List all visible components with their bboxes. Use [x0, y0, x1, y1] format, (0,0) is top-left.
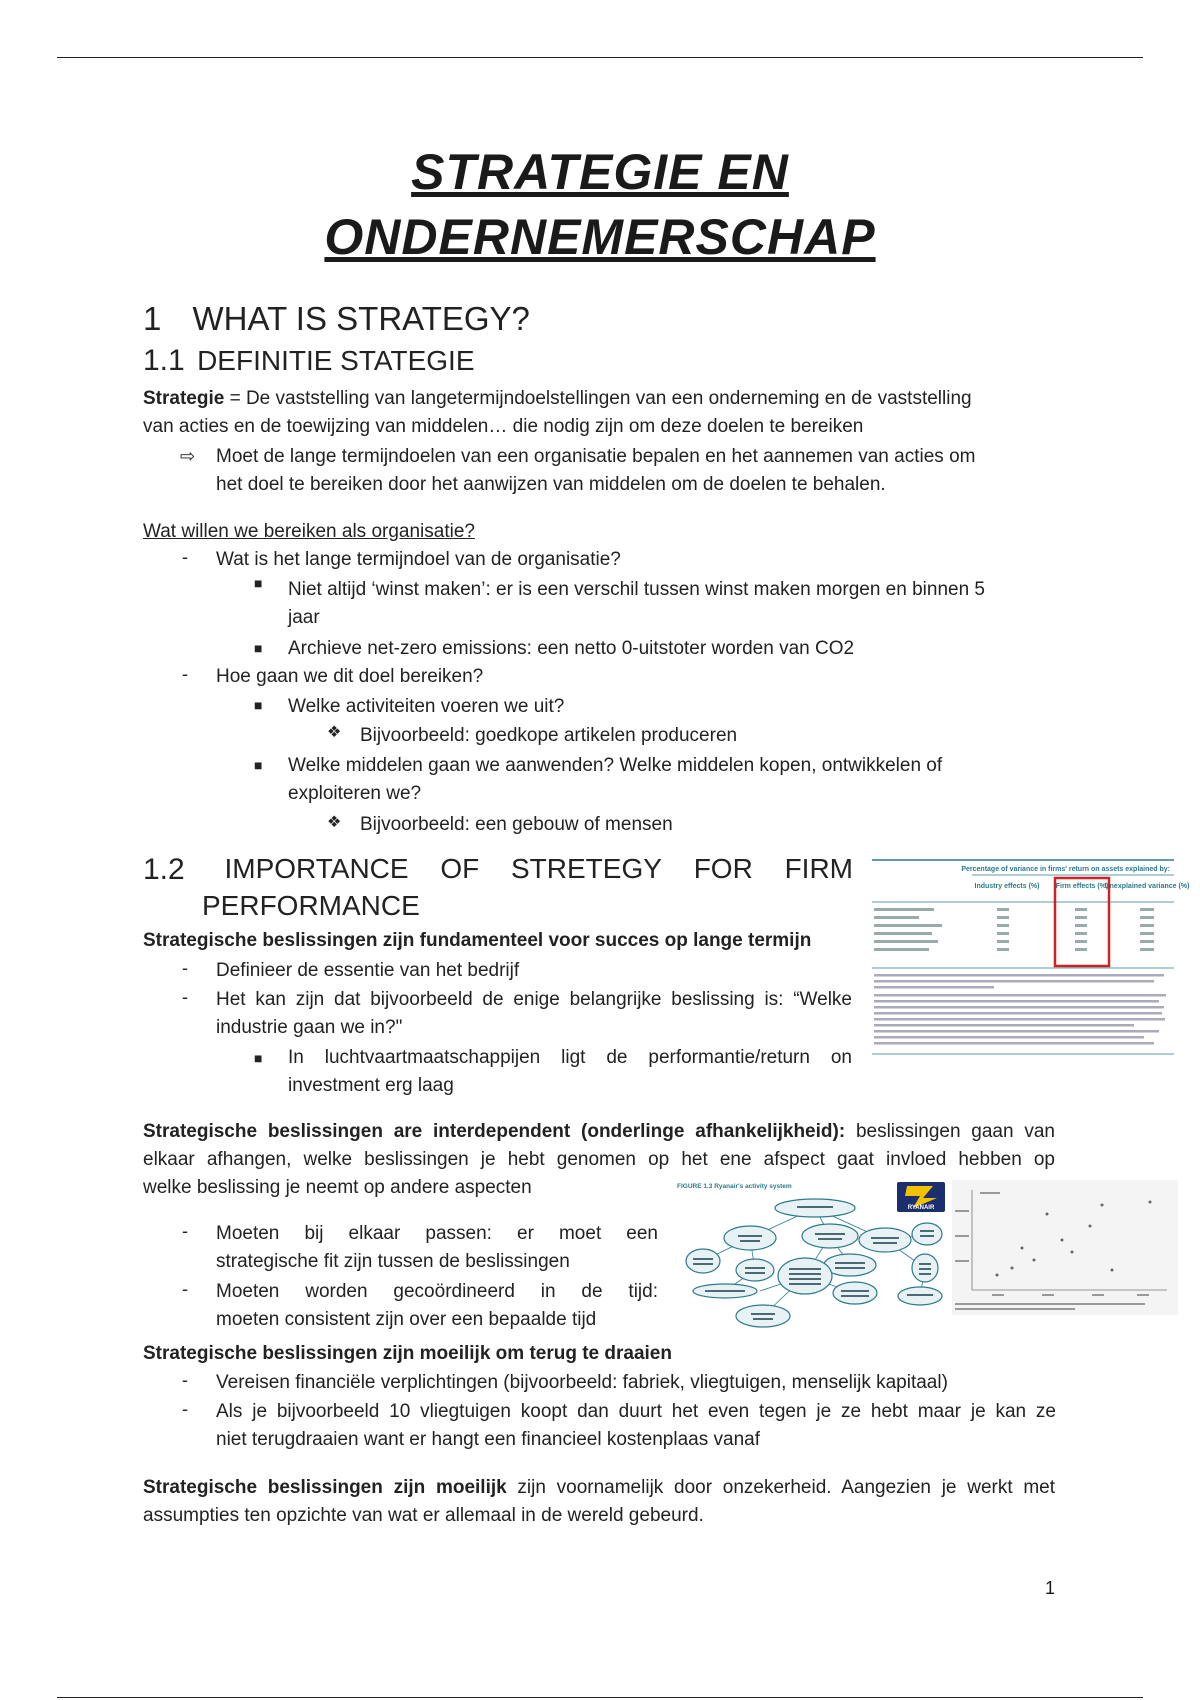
paragraph-text: beslissingen gaan van: [845, 1121, 1055, 1142]
footer-rule: [57, 1697, 1143, 1698]
list-item-text: Als je bijvoorbeeld 10 vliegtuigen koopt dan duurt het even tegen je ze hebt maar je kan ze: [216, 1401, 1056, 1422]
variance-table-figure: [872, 858, 1190, 1060]
section-title: WHAT IS STRATEGY?: [192, 300, 530, 337]
heading-word: STRETEGY: [511, 853, 662, 884]
dash-bullet-icon: -: [182, 958, 188, 978]
heading-word: OF: [440, 853, 480, 884]
section-number: 1: [143, 300, 162, 337]
heading-word: FIRM: [784, 853, 853, 884]
heading-word: PERFORMANCE: [202, 890, 420, 921]
page-number: 1: [1045, 1578, 1056, 1598]
section-1-2-heading-line-2: [202, 889, 420, 923]
activity-bubbles: [686, 1199, 942, 1327]
list-item-text: Niet altijd ‘winst maken’: er is een verschil tussen winst maken morgen en binnen 5: [288, 579, 985, 600]
list-item-text: niet terugdraaien want er hangt een financieel kostenplaas vanaf: [216, 1429, 760, 1450]
paragraph-bold-lead: Strategische beslissingen are interdependent (onderlinge afhankelijkheid):: [143, 1121, 846, 1142]
ryanair-logo: [897, 1182, 945, 1212]
firm-effects-highlight: [1055, 878, 1109, 966]
ryanair-activity-system-figure: [675, 1178, 950, 1330]
list-item-text: Moeten worden gecoördineerd in de tijd:: [216, 1281, 658, 1302]
airline-performance-chart-figure: [952, 1180, 1178, 1315]
square-bullet-icon: ■: [254, 697, 263, 713]
list-item: [216, 1220, 658, 1276]
list-item: Archieve net-zero emissions: een netto 0-uitstoter worden van CO2: [288, 638, 855, 659]
list-item: [288, 576, 1068, 632]
paragraph-bold-lead: Strategische beslissingen zijn moeilijk: [143, 1477, 507, 1498]
section-number: 1.2: [143, 853, 185, 886]
paragraph-text: welke beslissing je neemt op andere aspecten: [143, 1177, 532, 1198]
airline-performance-chart: [952, 1180, 1178, 1315]
heading-word: IMPORTANCE: [224, 853, 409, 884]
list-item: Wat is het lange termijndoel van de organisatie?: [216, 549, 621, 570]
diamond-bullet-icon: ❖: [327, 814, 342, 831]
list-item: Hoe gaan we dit doel bereiken?: [216, 666, 484, 687]
diamond-bullet-icon: ❖: [327, 724, 342, 741]
definition-text: = De vaststelling van langetermijndoelstellingen van een onderneming en de vaststelling: [224, 388, 972, 409]
list-item: Bijvoorbeeld: goedkope artikelen produceren: [360, 725, 738, 746]
list-item: [216, 1398, 1056, 1454]
arrow-text-1: Moet de lange termijndoelen van een organisatie bepalen en het aannemen van acties om: [216, 446, 976, 467]
question-heading: Wat willen we bereiken als organisatie?: [143, 521, 475, 542]
section-title: DEFINITIE STATEGIE: [197, 345, 475, 376]
dash-bullet-icon: -: [182, 1370, 188, 1390]
activity-system-diagram: [675, 1178, 950, 1330]
column-header: Industry effects (%): [974, 883, 1040, 890]
section-1-1-heading: [143, 344, 475, 378]
list-item-text: exploiteren we?: [288, 783, 422, 804]
list-item: Welke activiteiten voeren we uit?: [288, 696, 565, 717]
list-item: [288, 1044, 852, 1100]
list-item-text: investment erg laag: [288, 1075, 454, 1096]
arrow-bullet-icon: ⇨: [180, 446, 196, 466]
list-item: Bijvoorbeeld: een gebouw of mensen: [360, 814, 673, 835]
header-rule: [57, 57, 1143, 58]
column-header: Unexplained variance (%): [1104, 883, 1190, 890]
list-item-text: Het kan zijn dat bijvoorbeeld de enige belangrijke beslissing is: “Welke: [216, 989, 852, 1010]
list-item-text: strategische fit zijn tussen de beslissingen: [216, 1251, 570, 1272]
dash-bullet-icon: -: [182, 1399, 188, 1419]
definition-text-2: van acties en de toewijzing van middelen… die nodig zijn om deze doelen te bereiken: [143, 416, 864, 437]
variance-table-graphic: [872, 858, 1190, 1060]
paragraph-text: zijn voornamelijk door onzekerheid. Aangezien je werkt met: [506, 1477, 1055, 1498]
definition-paragraph: [143, 385, 1063, 441]
list-item-text: Moeten bij elkaar passen: er moet een: [216, 1223, 658, 1244]
section-number: 1.1: [143, 344, 185, 377]
paragraph-text: assumpties ten opzichte van wat er allemaal in de wereld gebeurd.: [143, 1505, 704, 1526]
paragraph-heading: Strategische beslissingen zijn moeilijk om terug te draaien: [143, 1343, 672, 1364]
dash-bullet-icon: -: [182, 547, 188, 567]
section-1-heading: [143, 300, 530, 338]
list-item-text: moeten consistent zijn over een bepaalde tijd: [216, 1309, 597, 1330]
square-bullet-icon: ■: [254, 640, 263, 656]
section-1-2-heading: [143, 853, 853, 887]
figure-caption: FIGURE 1.3 Ryanair's activity system: [677, 1183, 792, 1190]
dash-bullet-icon: -: [182, 1279, 188, 1299]
list-item: Vereisen financiële verplichtingen (bijvoorbeeld: fabriek, vliegtuigen, menselijk kapitaal): [216, 1372, 948, 1393]
table-title: Percentage of variance in firms' return on assets explained by:: [961, 866, 1170, 873]
heading-word: FOR: [693, 853, 753, 884]
arrow-paragraph: [216, 443, 1066, 499]
paragraph-text: elkaar afhangen, welke beslissingen je hebt genomen op het ene afspect gaat invloed hebben op: [143, 1149, 1055, 1170]
list-item-text: jaar: [288, 607, 320, 628]
dash-bullet-icon: -: [182, 987, 188, 1007]
document-title-line-1: STRATEGIE EN: [411, 144, 789, 200]
table-rows: [874, 908, 1154, 951]
square-bullet-icon: ■: [254, 1050, 263, 1066]
uncertainty-paragraph: [143, 1474, 1055, 1530]
definition-term: Strategie: [143, 388, 225, 409]
table-notes: [874, 974, 1166, 1045]
document-title-line-2: ONDERNEMERSCHAP: [324, 209, 876, 265]
list-item-text: In luchtvaartmaatschappijen ligt de performantie/return on: [288, 1047, 852, 1068]
square-bullet-icon: ■: [254, 757, 263, 773]
list-item: [216, 986, 852, 1042]
list-item: [288, 752, 1068, 808]
list-item-text: industrie gaan we in?": [216, 1017, 403, 1038]
column-header: Firm effects (%): [1055, 883, 1109, 890]
list-item: [216, 1278, 658, 1334]
logo-text: RYANAIR: [907, 1205, 935, 1211]
dash-bullet-icon: -: [182, 664, 188, 684]
list-item-text: Welke middelen gaan we aanwenden? Welke middelen kopen, ontwikkelen of: [288, 755, 943, 776]
dash-bullet-icon: -: [182, 1221, 188, 1241]
list-item: Definieer de essentie van het bedrijf: [216, 960, 520, 981]
paragraph-heading: Strategische beslissingen zijn fundamenteel voor succes op lange termijn: [143, 930, 812, 951]
arrow-text-2: het doel te bereiken door het aanwijzen van middelen om de doelen te behalen.: [216, 474, 886, 495]
square-bullet-icon: ■: [254, 575, 263, 591]
